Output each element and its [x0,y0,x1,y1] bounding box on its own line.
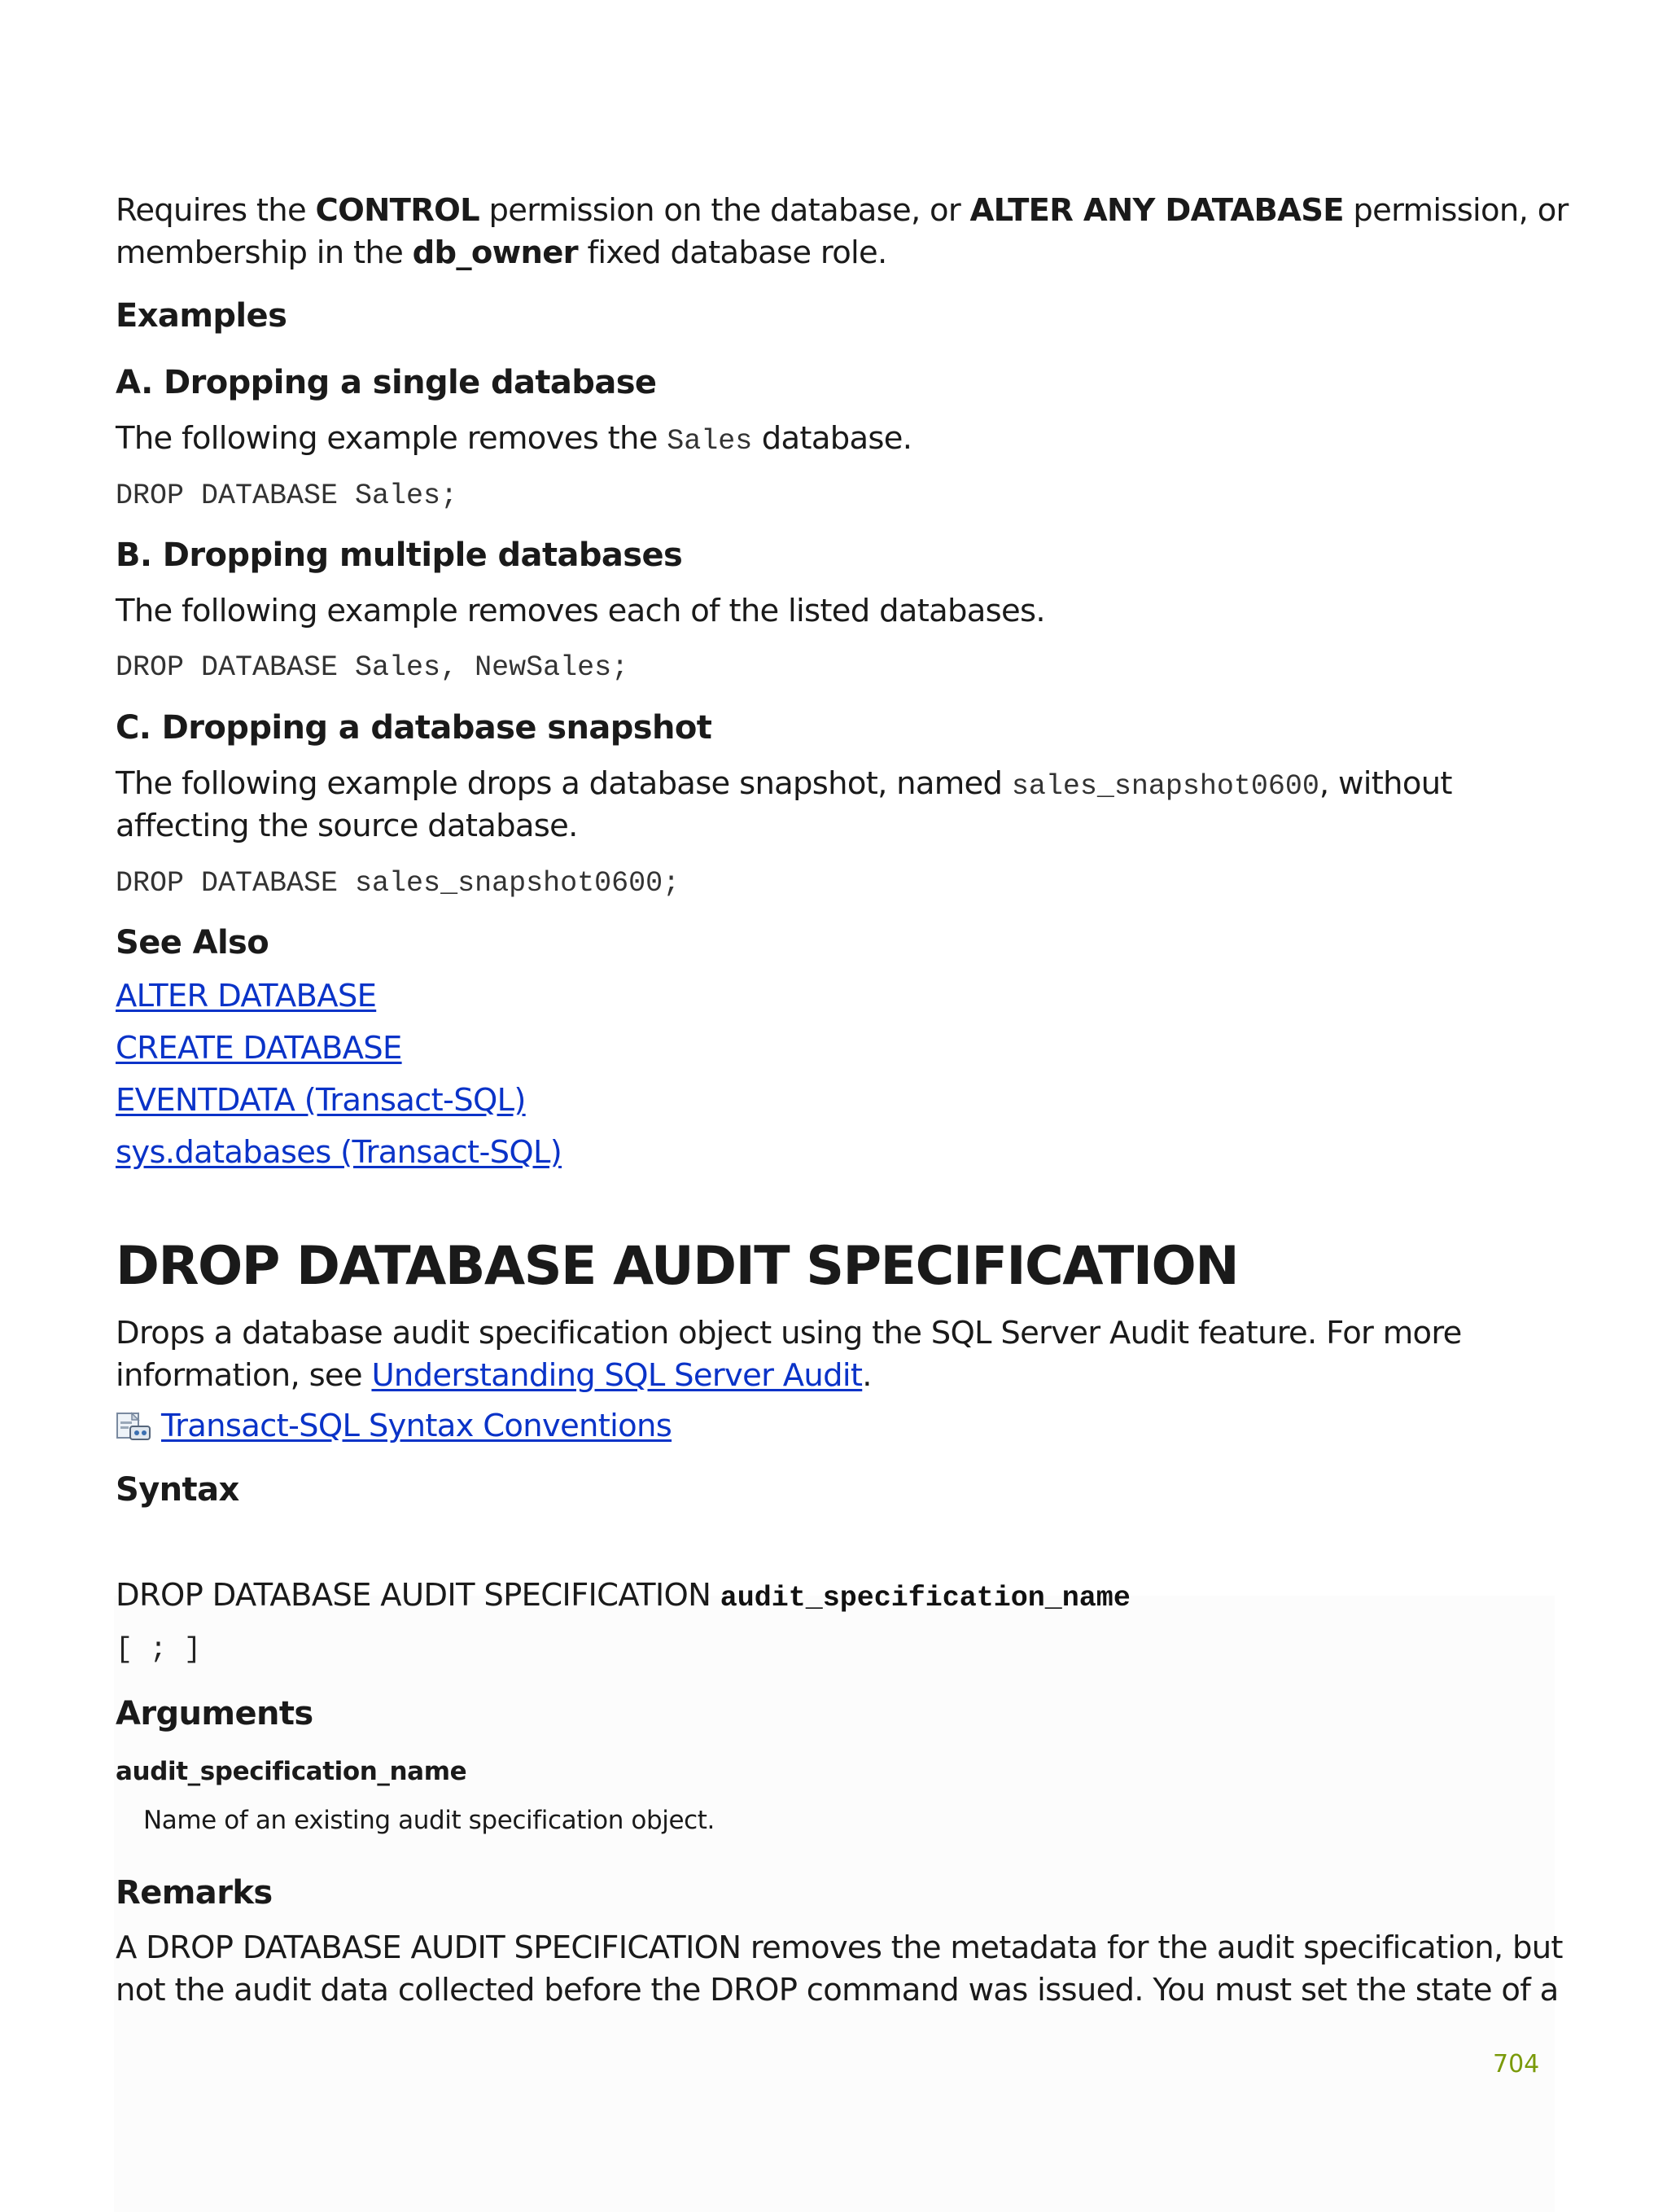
syntax-terminator: [ ; ] [116,1633,202,1666]
control-permission: CONTROL [315,192,480,229]
argument-name: audit_specification_name [116,1757,467,1786]
audit-spec-title: DROP DATABASE AUDIT SPECIFICATION [116,1236,1239,1297]
syntax-conventions-icon [116,1408,153,1441]
remarks-line-1: A DROP DATABASE AUDIT SPECIFICATION removes the metadata for the audit specification, but [116,1929,1563,1966]
syntax-conventions-row [116,1405,672,1448]
arguments-heading: Arguments [116,1695,313,1732]
see-also-link-create-database[interactable]: CREATE DATABASE [116,1030,402,1067]
syntax-argument: audit_specification_name [720,1582,1131,1614]
remarks-heading: Remarks [116,1874,273,1912]
page-bottom-shade [114,1596,1555,2212]
argument-description: Name of an existing audit specification object. [143,1806,715,1835]
example-a-title: A. Dropping a single database [116,364,657,401]
example-c-description-line-2: affecting the source database. [116,808,578,844]
page-number: 704 [1493,2050,1540,2078]
example-c-title: C. Dropping a database snapshot [116,709,712,747]
alter-any-database-permission: ALTER ANY DATABASE [969,192,1344,229]
permissions-line-1 [116,190,1569,232]
example-a-description: The following example removes the Sales database. [116,420,912,458]
example-b-code: DROP DATABASE Sales, NewSales; [116,651,629,684]
see-also-heading: See Also [116,924,269,961]
syntax-statement: DROP DATABASE AUDIT SPECIFICATION audit_specification_name [116,1577,1131,1614]
audit-spec-intro-line-2: information, see Understanding SQL Server Audit. [116,1357,872,1394]
remarks-line-2: not the audit data collected before the DROP command was issued. You must set the state of a [116,1972,1559,2008]
inline-code: sales_snapshot0600 [1011,770,1319,803]
permissions-line-2 [116,232,887,274]
see-also-link-alter-database[interactable]: ALTER DATABASE [116,978,377,1014]
audit-spec-intro-line-1: Drops a database audit specification object using the SQL Server Audit feature. For more [116,1315,1462,1351]
understanding-audit-link[interactable]: Understanding SQL Server Audit [371,1357,863,1394]
example-a-code: DROP DATABASE Sales; [116,480,458,512]
permissions-text: membership in the [116,234,413,271]
example-b-title: B. Dropping multiple databases [116,537,683,574]
syntax-heading: Syntax [116,1471,239,1509]
permissions-text: fixed database role. [577,234,887,271]
see-also-link-sys-databases[interactable]: sys.databases (Transact-SQL) [116,1134,562,1171]
permissions-text: permission on the database, or [479,192,970,229]
inline-code: Sales [667,425,753,458]
db-owner-role: db_owner [412,234,578,271]
examples-heading: Examples [116,297,287,335]
example-b-description: The following example removes each of the listed databases. [116,593,1045,629]
see-also-link-eventdata[interactable]: EVENTDATA (Transact-SQL) [116,1082,526,1119]
example-c-description-line-1: The following example drops a database snapshot, named sales_snapshot0600, without [116,765,1452,803]
example-c-code: DROP DATABASE sales_snapshot0600; [116,867,680,900]
syntax-conventions-link[interactable]: Transact-SQL Syntax Conventions [161,1408,672,1444]
permissions-text: Requires the [116,192,316,229]
permissions-text: permission, or [1343,192,1569,229]
